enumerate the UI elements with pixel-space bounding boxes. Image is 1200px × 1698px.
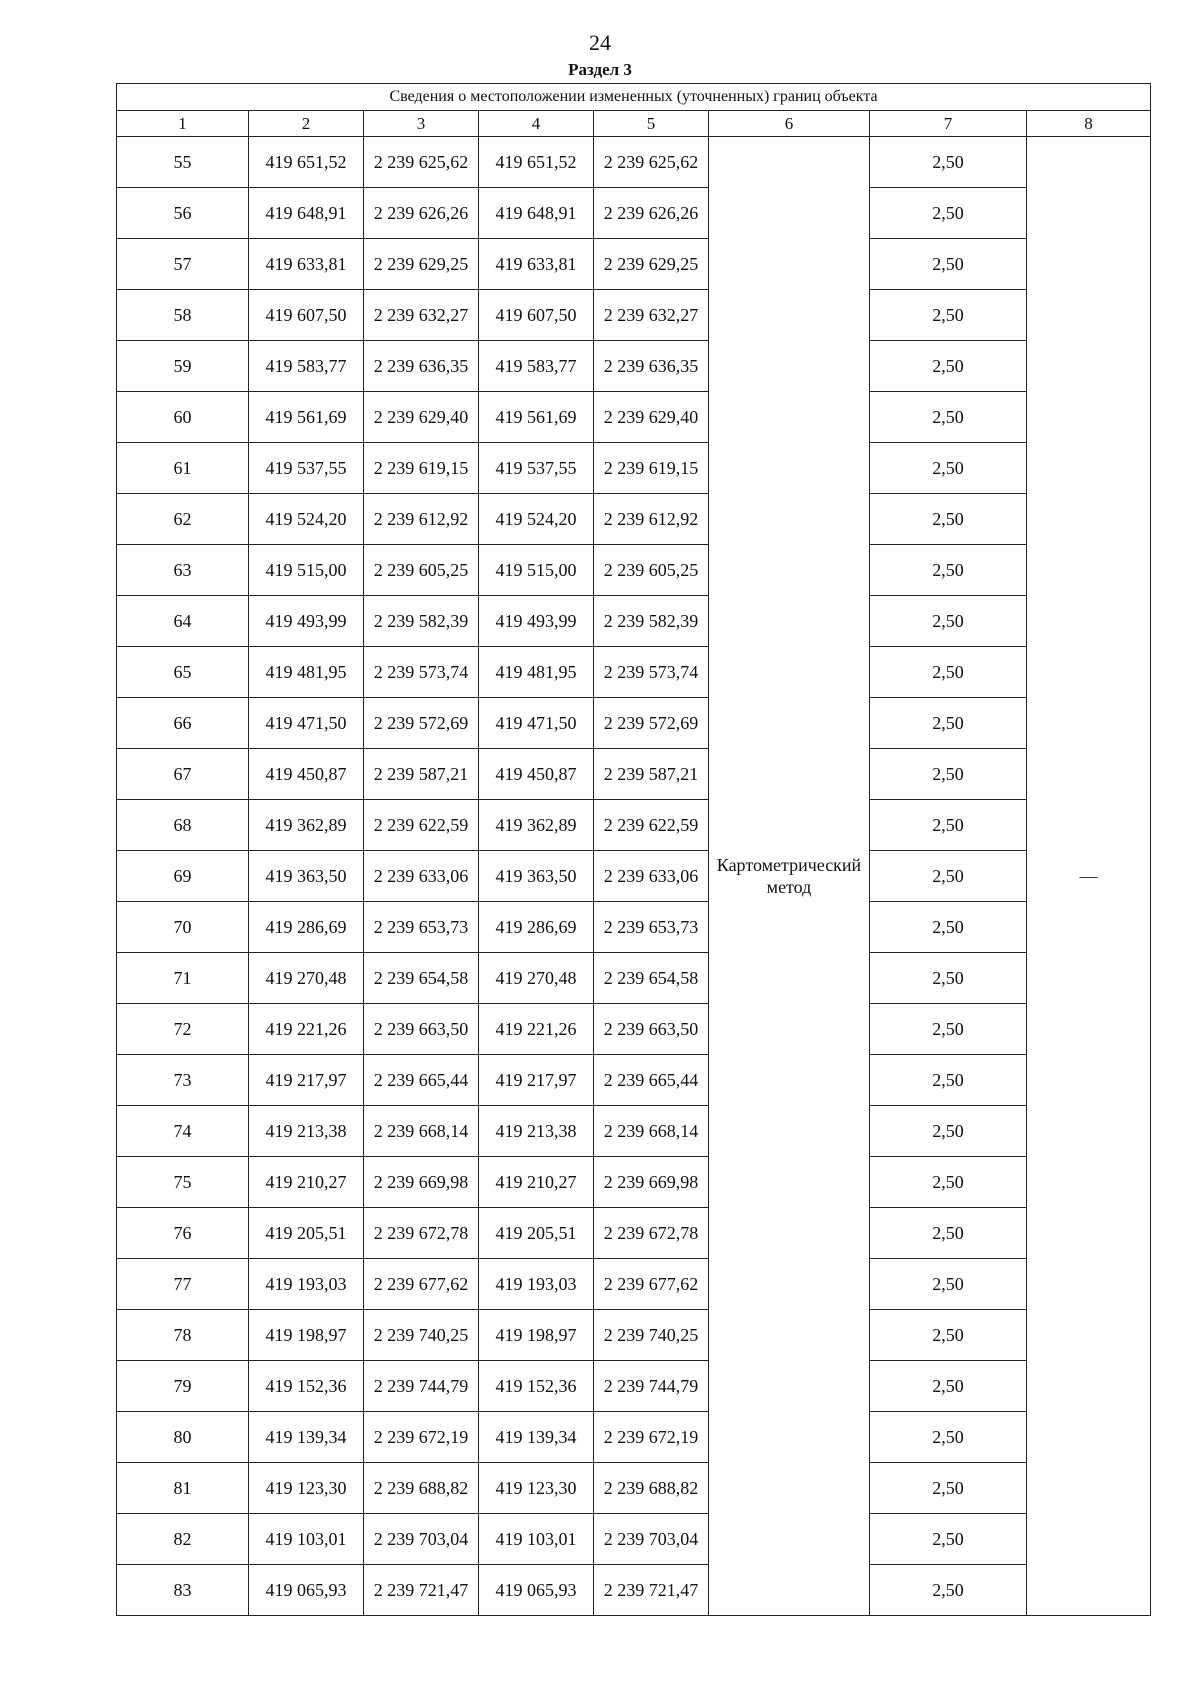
x-new-cell: 419 139,34	[479, 1412, 594, 1463]
y-new-cell: 2 239 672,78	[594, 1208, 709, 1259]
table-row	[117, 1055, 1151, 1106]
column-8-cell: —	[1027, 137, 1151, 1616]
accuracy-cell: 2,50	[870, 1259, 1027, 1310]
x-new-cell: 419 210,27	[479, 1157, 594, 1208]
table-row	[117, 239, 1151, 290]
y-new-cell: 2 239 633,06	[594, 851, 709, 902]
table-row	[117, 698, 1151, 749]
x-new-cell: 419 065,93	[479, 1565, 594, 1616]
point-number-cell: 59	[117, 341, 249, 392]
table-row	[117, 1259, 1151, 1310]
y-old-cell: 2 239 622,59	[364, 800, 479, 851]
point-number-cell: 68	[117, 800, 249, 851]
table-row	[117, 953, 1151, 1004]
x-old-cell: 419 561,69	[249, 392, 364, 443]
y-new-cell: 2 239 669,98	[594, 1157, 709, 1208]
y-new-cell: 2 239 612,92	[594, 494, 709, 545]
point-number-cell: 77	[117, 1259, 249, 1310]
x-old-cell: 419 210,27	[249, 1157, 364, 1208]
y-old-cell: 2 239 669,98	[364, 1157, 479, 1208]
x-new-cell: 419 524,20	[479, 494, 594, 545]
y-old-cell: 2 239 744,79	[364, 1361, 479, 1412]
x-new-cell: 419 537,55	[479, 443, 594, 494]
x-old-cell: 419 123,30	[249, 1463, 364, 1514]
accuracy-cell: 2,50	[870, 596, 1027, 647]
table-row	[117, 1463, 1151, 1514]
x-new-cell: 419 205,51	[479, 1208, 594, 1259]
table-row	[117, 1361, 1151, 1412]
y-old-cell: 2 239 636,35	[364, 341, 479, 392]
point-number-cell: 79	[117, 1361, 249, 1412]
point-number-cell: 74	[117, 1106, 249, 1157]
x-old-cell: 419 607,50	[249, 290, 364, 341]
table-row	[117, 290, 1151, 341]
x-old-cell: 419 537,55	[249, 443, 364, 494]
accuracy-cell: 2,50	[870, 749, 1027, 800]
y-old-cell: 2 239 572,69	[364, 698, 479, 749]
point-number-cell: 60	[117, 392, 249, 443]
x-new-cell: 419 363,50	[479, 851, 594, 902]
x-old-cell: 419 515,00	[249, 545, 364, 596]
column-number-row	[117, 111, 1151, 137]
accuracy-cell: 2,50	[870, 800, 1027, 851]
table-row	[117, 1565, 1151, 1616]
y-old-cell: 2 239 626,26	[364, 188, 479, 239]
y-new-cell: 2 239 605,25	[594, 545, 709, 596]
y-new-cell: 2 239 636,35	[594, 341, 709, 392]
accuracy-cell: 2,50	[870, 1514, 1027, 1565]
y-new-cell: 2 239 587,21	[594, 749, 709, 800]
point-number-cell: 70	[117, 902, 249, 953]
y-new-cell: 2 239 625,62	[594, 137, 709, 188]
accuracy-cell: 2,50	[870, 851, 1027, 902]
point-number-cell: 63	[117, 545, 249, 596]
accuracy-cell: 2,50	[870, 1412, 1027, 1463]
accuracy-cell: 2,50	[870, 698, 1027, 749]
y-new-cell: 2 239 629,25	[594, 239, 709, 290]
y-new-cell: 2 239 677,62	[594, 1259, 709, 1310]
y-old-cell: 2 239 629,40	[364, 392, 479, 443]
point-number-cell: 80	[117, 1412, 249, 1463]
x-old-cell: 419 270,48	[249, 953, 364, 1004]
y-new-cell: 2 239 653,73	[594, 902, 709, 953]
x-old-cell: 419 152,36	[249, 1361, 364, 1412]
column-number-7: 7	[870, 111, 1027, 137]
table-row	[117, 1514, 1151, 1565]
x-new-cell: 419 103,01	[479, 1514, 594, 1565]
point-number-cell: 72	[117, 1004, 249, 1055]
point-number-cell: 62	[117, 494, 249, 545]
x-old-cell: 419 363,50	[249, 851, 364, 902]
column-number-3: 3	[364, 111, 479, 137]
y-new-cell: 2 239 582,39	[594, 596, 709, 647]
table-row	[117, 494, 1151, 545]
y-old-cell: 2 239 625,62	[364, 137, 479, 188]
y-old-cell: 2 239 688,82	[364, 1463, 479, 1514]
table-row	[117, 749, 1151, 800]
y-new-cell: 2 239 629,40	[594, 392, 709, 443]
accuracy-cell: 2,50	[870, 1565, 1027, 1616]
table-row	[117, 1157, 1151, 1208]
point-number-cell: 71	[117, 953, 249, 1004]
y-new-cell: 2 239 668,14	[594, 1106, 709, 1157]
x-old-cell: 419 065,93	[249, 1565, 364, 1616]
x-new-cell: 419 213,38	[479, 1106, 594, 1157]
x-old-cell: 419 493,99	[249, 596, 364, 647]
point-number-cell: 56	[117, 188, 249, 239]
accuracy-cell: 2,50	[870, 188, 1027, 239]
y-old-cell: 2 239 633,06	[364, 851, 479, 902]
x-old-cell: 419 217,97	[249, 1055, 364, 1106]
point-number-cell: 75	[117, 1157, 249, 1208]
accuracy-cell: 2,50	[870, 953, 1027, 1004]
accuracy-cell: 2,50	[870, 1055, 1027, 1106]
y-old-cell: 2 239 654,58	[364, 953, 479, 1004]
x-old-cell: 419 471,50	[249, 698, 364, 749]
column-number-4: 4	[479, 111, 594, 137]
point-number-cell: 69	[117, 851, 249, 902]
y-old-cell: 2 239 587,21	[364, 749, 479, 800]
y-old-cell: 2 239 605,25	[364, 545, 479, 596]
accuracy-cell: 2,50	[870, 1361, 1027, 1412]
y-old-cell: 2 239 573,74	[364, 647, 479, 698]
table-row	[117, 1208, 1151, 1259]
x-old-cell: 419 213,38	[249, 1106, 364, 1157]
x-new-cell: 419 198,97	[479, 1310, 594, 1361]
y-new-cell: 2 239 721,47	[594, 1565, 709, 1616]
accuracy-cell: 2,50	[870, 1463, 1027, 1514]
y-old-cell: 2 239 619,15	[364, 443, 479, 494]
y-old-cell: 2 239 672,19	[364, 1412, 479, 1463]
x-old-cell: 419 362,89	[249, 800, 364, 851]
accuracy-cell: 2,50	[870, 239, 1027, 290]
table-row	[117, 800, 1151, 851]
accuracy-cell: 2,50	[870, 443, 1027, 494]
point-number-cell: 73	[117, 1055, 249, 1106]
x-old-cell: 419 648,91	[249, 188, 364, 239]
accuracy-cell: 2,50	[870, 341, 1027, 392]
accuracy-cell: 2,50	[870, 392, 1027, 443]
table-row	[117, 1004, 1151, 1055]
x-new-cell: 419 217,97	[479, 1055, 594, 1106]
y-new-cell: 2 239 665,44	[594, 1055, 709, 1106]
x-old-cell: 419 103,01	[249, 1514, 364, 1565]
point-number-cell: 81	[117, 1463, 249, 1514]
table-row	[117, 443, 1151, 494]
y-old-cell: 2 239 629,25	[364, 239, 479, 290]
x-new-cell: 419 270,48	[479, 953, 594, 1004]
x-new-cell: 419 648,91	[479, 188, 594, 239]
y-old-cell: 2 239 582,39	[364, 596, 479, 647]
x-old-cell: 419 286,69	[249, 902, 364, 953]
y-old-cell: 2 239 663,50	[364, 1004, 479, 1055]
point-number-cell: 83	[117, 1565, 249, 1616]
table-row	[117, 1310, 1151, 1361]
y-new-cell: 2 239 740,25	[594, 1310, 709, 1361]
column-number-1: 1	[117, 111, 249, 137]
x-new-cell: 419 607,50	[479, 290, 594, 341]
x-old-cell: 419 198,97	[249, 1310, 364, 1361]
column-number-6: 6	[709, 111, 870, 137]
x-new-cell: 419 633,81	[479, 239, 594, 290]
y-new-cell: 2 239 663,50	[594, 1004, 709, 1055]
table-row	[117, 392, 1151, 443]
point-number-cell: 66	[117, 698, 249, 749]
y-new-cell: 2 239 573,74	[594, 647, 709, 698]
y-old-cell: 2 239 668,14	[364, 1106, 479, 1157]
method-cell: Картометрический метод	[709, 137, 870, 1616]
x-new-cell: 419 450,87	[479, 749, 594, 800]
y-old-cell: 2 239 653,73	[364, 902, 479, 953]
accuracy-cell: 2,50	[870, 1004, 1027, 1055]
point-number-cell: 64	[117, 596, 249, 647]
point-number-cell: 67	[117, 749, 249, 800]
page-number: 24	[589, 30, 611, 55]
y-new-cell: 2 239 654,58	[594, 953, 709, 1004]
accuracy-cell: 2,50	[870, 1310, 1027, 1361]
x-old-cell: 419 205,51	[249, 1208, 364, 1259]
y-new-cell: 2 239 572,69	[594, 698, 709, 749]
table-row	[117, 902, 1151, 953]
table-row	[117, 1412, 1151, 1463]
y-new-cell: 2 239 744,79	[594, 1361, 709, 1412]
x-old-cell: 419 583,77	[249, 341, 364, 392]
x-new-cell: 419 193,03	[479, 1259, 594, 1310]
y-new-cell: 2 239 619,15	[594, 443, 709, 494]
point-number-cell: 82	[117, 1514, 249, 1565]
x-new-cell: 419 123,30	[479, 1463, 594, 1514]
x-old-cell: 419 524,20	[249, 494, 364, 545]
x-new-cell: 419 362,89	[479, 800, 594, 851]
table-row	[117, 341, 1151, 392]
accuracy-cell: 2,50	[870, 137, 1027, 188]
accuracy-cell: 2,50	[870, 647, 1027, 698]
accuracy-cell: 2,50	[870, 545, 1027, 596]
accuracy-cell: 2,50	[870, 1106, 1027, 1157]
section-title: Раздел 3	[568, 60, 632, 79]
x-old-cell: 419 633,81	[249, 239, 364, 290]
table-caption: Сведения о местоположении измененных (уточненных) границ объекта	[117, 84, 1151, 111]
y-old-cell: 2 239 703,04	[364, 1514, 479, 1565]
point-number-cell: 61	[117, 443, 249, 494]
x-new-cell: 419 515,00	[479, 545, 594, 596]
accuracy-cell: 2,50	[870, 1208, 1027, 1259]
y-old-cell: 2 239 721,47	[364, 1565, 479, 1616]
x-old-cell: 419 193,03	[249, 1259, 364, 1310]
y-new-cell: 2 239 672,19	[594, 1412, 709, 1463]
x-new-cell: 419 583,77	[479, 341, 594, 392]
point-number-cell: 78	[117, 1310, 249, 1361]
y-new-cell: 2 239 622,59	[594, 800, 709, 851]
column-number-2: 2	[249, 111, 364, 137]
table-row	[117, 545, 1151, 596]
x-new-cell: 419 561,69	[479, 392, 594, 443]
table-row	[117, 851, 1151, 902]
x-new-cell: 419 286,69	[479, 902, 594, 953]
table-row	[117, 188, 1151, 239]
point-number-cell: 57	[117, 239, 249, 290]
column-number-8: 8	[1027, 111, 1151, 137]
y-old-cell: 2 239 740,25	[364, 1310, 479, 1361]
accuracy-cell: 2,50	[870, 494, 1027, 545]
x-old-cell: 419 221,26	[249, 1004, 364, 1055]
x-new-cell: 419 152,36	[479, 1361, 594, 1412]
x-old-cell: 419 139,34	[249, 1412, 364, 1463]
x-old-cell: 419 450,87	[249, 749, 364, 800]
point-number-cell: 65	[117, 647, 249, 698]
accuracy-cell: 2,50	[870, 902, 1027, 953]
point-number-cell: 58	[117, 290, 249, 341]
y-old-cell: 2 239 612,92	[364, 494, 479, 545]
x-old-cell: 419 481,95	[249, 647, 364, 698]
table-row	[117, 137, 1151, 188]
y-old-cell: 2 239 665,44	[364, 1055, 479, 1106]
point-number-cell: 55	[117, 137, 249, 188]
y-old-cell: 2 239 632,27	[364, 290, 479, 341]
x-new-cell: 419 221,26	[479, 1004, 594, 1055]
y-new-cell: 2 239 626,26	[594, 188, 709, 239]
y-old-cell: 2 239 672,78	[364, 1208, 479, 1259]
table-row	[117, 596, 1151, 647]
x-new-cell: 419 481,95	[479, 647, 594, 698]
table-body	[117, 137, 1151, 1616]
accuracy-cell: 2,50	[870, 290, 1027, 341]
column-number-5: 5	[594, 111, 709, 137]
x-old-cell: 419 651,52	[249, 137, 364, 188]
x-new-cell: 419 493,99	[479, 596, 594, 647]
y-new-cell: 2 239 632,27	[594, 290, 709, 341]
table-row	[117, 647, 1151, 698]
x-new-cell: 419 651,52	[479, 137, 594, 188]
x-new-cell: 419 471,50	[479, 698, 594, 749]
coordinates-table	[116, 83, 1151, 1616]
y-old-cell: 2 239 677,62	[364, 1259, 479, 1310]
table-row	[117, 1106, 1151, 1157]
y-new-cell: 2 239 703,04	[594, 1514, 709, 1565]
point-number-cell: 76	[117, 1208, 249, 1259]
y-new-cell: 2 239 688,82	[594, 1463, 709, 1514]
accuracy-cell: 2,50	[870, 1157, 1027, 1208]
